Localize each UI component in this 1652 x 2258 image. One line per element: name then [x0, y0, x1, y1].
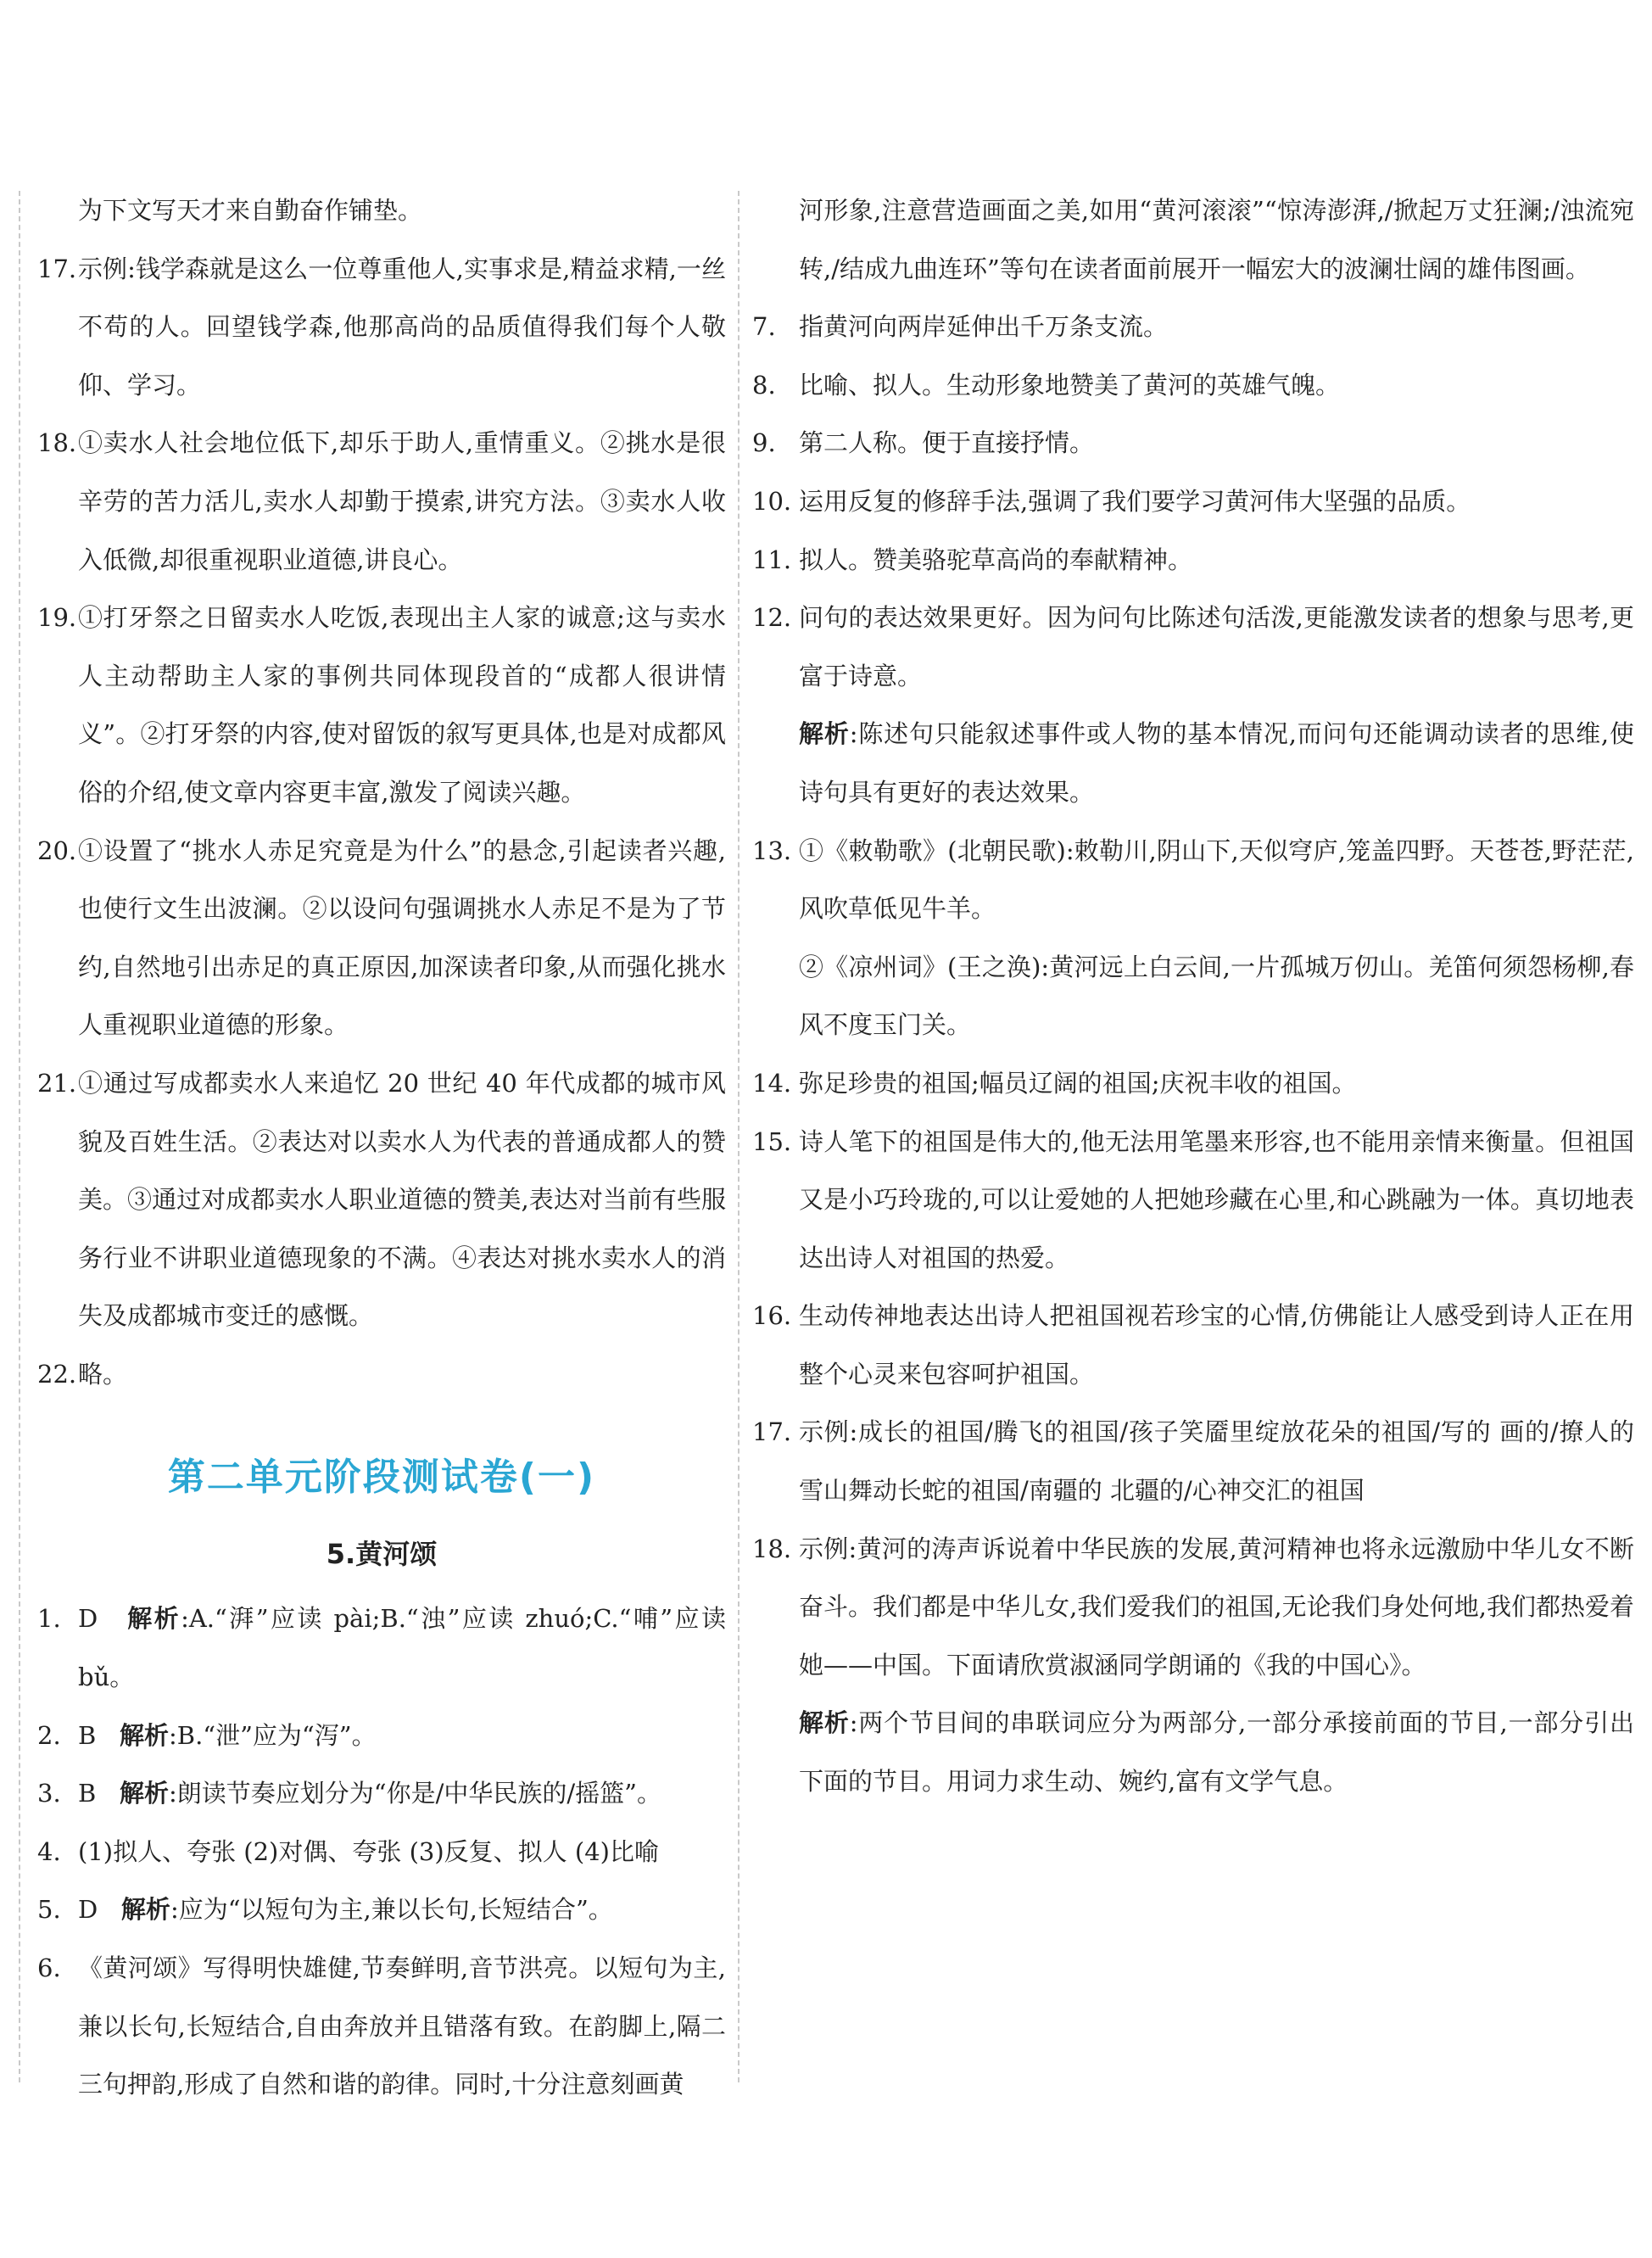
analysis-label: 解析	[119, 1779, 169, 1808]
item-text-part-2: ②《凉州词》(王之涣):黄河远上白云间,一片孤城万仞山。羌笛何须怨杨柳,春风不度玉门关。	[799, 952, 1634, 1040]
answer-item-10	[752, 472, 1634, 531]
answer-item-3	[37, 1764, 726, 1823]
item-number: 12.	[752, 603, 792, 633]
analysis-text: :A.“湃”应读 pài;B.“浊”应读 zhuó;C.“哺”应读 bǔ。	[78, 1604, 726, 1692]
item-number: 19.	[37, 603, 77, 633]
left-column	[37, 182, 726, 2114]
item-number: 1.	[37, 1604, 61, 1634]
item-number: 14.	[752, 1068, 792, 1098]
item-text: ①卖水人社会地位低下,却乐于助人,重情重义。②挑水是很辛劳的苦力活儿,卖水人却勤于摸索,讲究方法。③卖水人收入低微,却很重视职业道德,讲良心。	[78, 428, 726, 574]
item-number: 6.	[37, 1953, 61, 1983]
item-text: 第二人称。便于直接抒情。	[799, 428, 1095, 458]
item-number: 20.	[37, 836, 77, 865]
answer-item-6	[37, 1939, 726, 2114]
answer-item-19	[37, 589, 726, 821]
answer-item-22	[37, 1345, 726, 1404]
item-number: 21.	[37, 1068, 77, 1098]
analysis-text: :应为“以短句为主,兼以长句,长短结合”。	[170, 1895, 613, 1925]
item-number: 7.	[752, 312, 776, 342]
analysis-text: :两个节目间的串联词应分为两部分,一部分承接前面的节目,一部分引出下面的节目。用词力求生动、婉约,富有文学气息。	[799, 1708, 1634, 1797]
answer-item-2	[37, 1707, 726, 1765]
item-text: 示例:钱学森就是这么一位尊重他人,实事求是,精益求精,一丝不苟的人。回望钱学森,他那高尚的品质值得我们每个人敬仰、学习。	[78, 254, 726, 400]
item-text: 《黄河颂》写得明快雄健,节奏鲜明,音节洪亮。以短句为主,兼以长句,长短结合,自由奔放并且错落有致。在韵脚上,隔二三句押韵,形成了自然和谐的韵律。同时,十分注意刻画黄	[78, 1953, 726, 2099]
item-number: 16.	[752, 1301, 792, 1331]
analysis-label: 解析	[119, 1720, 169, 1750]
continuation-text: 为下文写天才来自勤奋作铺垫。	[78, 196, 423, 225]
item-number: 17.	[752, 1417, 792, 1447]
item-number: 3.	[37, 1779, 61, 1808]
item-text: ①通过写成都卖水人来追忆 20 世纪 40 年代成都的城市风貌及百姓生活。②表达对以卖水人为代表的普通成都人的赞美。③通过对成都卖水人职业道德的赞美,表达对当前有些服务行业不讲职业道德现象的不满。④表达对挑水卖水人的消失及成都城市变迁的感慨。	[78, 1068, 726, 1331]
item-text: 拟人。赞美骆驼草高尚的奉献精神。	[799, 545, 1193, 574]
item-number: 9.	[752, 428, 776, 458]
answer-item-17	[37, 240, 726, 415]
item-number: 10.	[752, 486, 792, 516]
analysis-text: :B.“泄”应为“泻”。	[168, 1720, 377, 1750]
analysis-18	[752, 1694, 1634, 1810]
answer-item-15	[752, 1113, 1634, 1288]
item-text: 比喻、拟人。生动形象地赞美了黄河的英雄气魄。	[799, 370, 1341, 400]
answer-item-12	[752, 589, 1634, 705]
item-number: 5.	[37, 1895, 61, 1925]
section-title: 5.黄河颂	[326, 1538, 438, 1571]
answer-item-21	[37, 1054, 726, 1345]
item-text: 示例:成长的祖国/腾飞的祖国/孩子笑靥里绽放花朵的祖国/写的 画的/撩人的雪山舞动长蛇的祖国/南疆的 北疆的/心神交汇的祖国	[799, 1417, 1634, 1506]
continuation-text: 河形象,注意营造画面之美,如用“黄河滚滚”“惊涛澎湃,/掀起万丈狂澜;/浊流宛转,/结成九曲连环”等句在读者面前展开一幅宏大的波澜壮阔的雄伟图画。	[799, 196, 1634, 283]
item-number: 11.	[752, 545, 792, 574]
answer-item-14	[752, 1054, 1634, 1113]
answer-choice: B	[78, 1720, 97, 1750]
left-margin-dashed-line	[19, 191, 20, 2082]
answer-item-17b	[752, 1403, 1634, 1519]
answer-item-16	[752, 1287, 1634, 1403]
item-number: 15.	[752, 1126, 792, 1156]
answer-choice: D	[78, 1604, 98, 1634]
item-number: 4.	[37, 1836, 61, 1866]
answer-item-13	[752, 822, 1634, 1054]
answer-item-18	[37, 414, 726, 589]
item-text: ①打牙祭之日留卖水人吃饭,表现出主人家的诚意;这与卖水人主动帮助主人家的事例共同体现段首的“成都人很讲情义”。②打牙祭的内容,使对留饭的叙写更具体,也是对成都风俗的介绍,使文章内容更丰富,激发了阅读兴趣。	[78, 603, 726, 807]
analysis-label: 解析	[799, 719, 850, 749]
answer-item-5	[37, 1881, 726, 1939]
item-text: 示例:黄河的涛声诉说着中华民族的发展,黄河精神也将永远激励中华儿女不断奋斗。我们都是中华儿女,我们爱我们的祖国,无论我们身处何地,我们都热爱着她——中国。下面请欣赏淑涵同学朗诵的《我的中国心》。	[799, 1534, 1635, 1680]
answer-item-11	[752, 531, 1634, 590]
item-text: ①设置了“挑水人赤足究竟是为什么”的悬念,引起读者兴趣,也使行文生出波澜。②以设问句强调挑水人赤足不是为了节约,自然地引出赤足的真正原因,加深读者印象,从而强化挑水人重视职业道德的形象。	[78, 836, 726, 1040]
item-text: 运用反复的修辞手法,强调了我们要学习黄河伟大坚强的品质。	[799, 486, 1471, 516]
answer-item-20	[37, 822, 726, 1054]
analysis-12	[752, 705, 1634, 821]
answer-item-1	[37, 1590, 726, 1706]
item-text: 问句的表达效果更好。因为问句比陈述句活泼,更能激发读者的想象与思考,更富于诗意。	[799, 603, 1634, 690]
analysis-text: :陈述句只能叙述事件或人物的基本情况,而问句还能调动读者的思维,使诗句具有更好的表达效果。	[799, 719, 1634, 807]
analysis-label: 解析	[120, 1895, 170, 1925]
item-number: 2.	[37, 1720, 61, 1750]
item-number: 18.	[752, 1534, 792, 1563]
analysis-text: :朗读节奏应划分为“你是/中华民族的/摇篮”。	[168, 1779, 661, 1808]
analysis-label: 解析	[127, 1604, 181, 1634]
column-divider-dashed-line	[738, 191, 739, 2082]
answer-item-9	[752, 414, 1634, 472]
item-number: 8.	[752, 370, 776, 400]
item-text: 生动传神地表达出诗人把祖国视若珍宝的心情,仿佛能让人感受到诗人正在用整个心灵来包容呵护祖国。	[799, 1301, 1634, 1389]
answer-choice: B	[78, 1779, 97, 1808]
answer-item-4	[37, 1823, 726, 1881]
item-number: 17.	[37, 254, 77, 283]
item-text: 指黄河向两岸延伸出千万条支流。	[799, 312, 1169, 342]
item-number: 18.	[37, 428, 77, 458]
answer-item-18b	[752, 1520, 1634, 1695]
answer-choice: D	[78, 1895, 98, 1925]
item-text-part-1: ①《敕勒歌》(北朝民歌):敕勒川,阴山下,天似穹庐,笼盖四野。天苍苍,野茫茫,风吹草低见牛羊。	[799, 836, 1634, 924]
item-text: 弥足珍贵的祖国;幅员辽阔的祖国;庆祝丰收的祖国。	[799, 1068, 1357, 1098]
answer-item-8	[752, 356, 1634, 415]
item-text: (1)拟人、夸张 (2)对偶、夸张 (3)反复、拟人 (4)比喻	[78, 1836, 659, 1866]
item-number: 22.	[37, 1359, 77, 1389]
analysis-label: 解析	[799, 1708, 850, 1738]
item-text: 略。	[78, 1359, 128, 1389]
unit-title: 第二单元阶段测试卷(一)	[167, 1456, 596, 1500]
item-text: 诗人笔下的祖国是伟大的,他无法用笔墨来形容,也不能用亲情来衡量。但祖国又是小巧玲珑的,可以让爱她的人把她珍藏在心里,和心跳融为一体。真切地表达出诗人对祖国的热爱。	[799, 1126, 1634, 1272]
right-column	[752, 182, 1634, 1811]
item-number: 13.	[752, 836, 792, 865]
answer-item-7	[752, 298, 1634, 356]
